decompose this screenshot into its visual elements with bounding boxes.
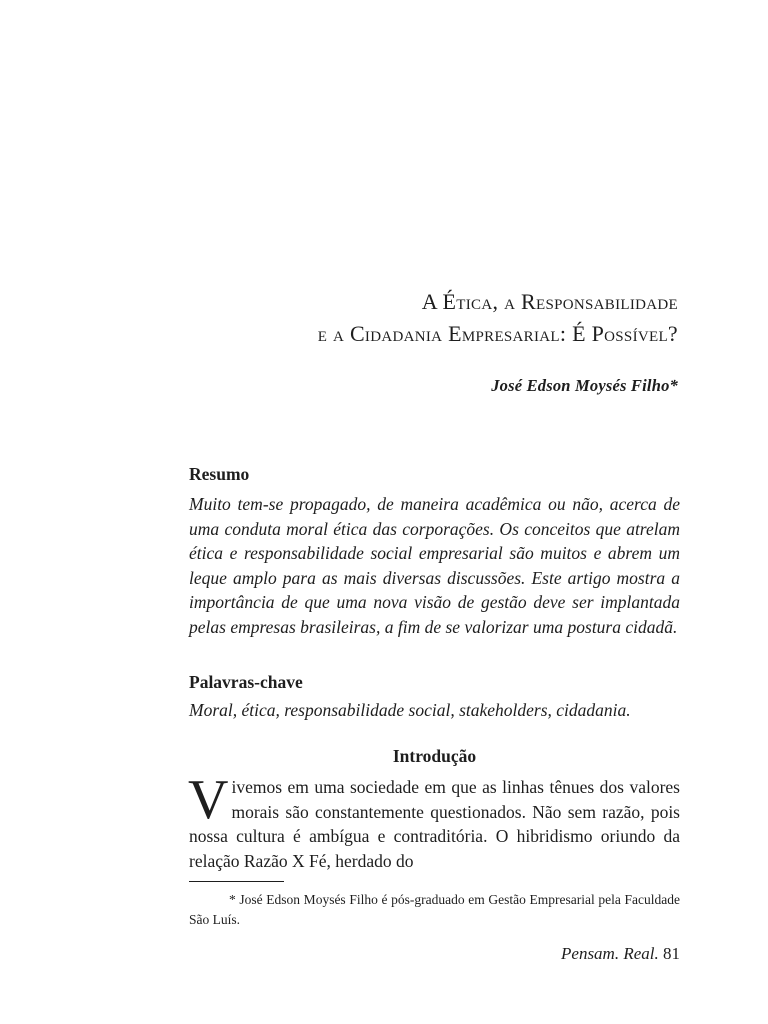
- article-title: [118, 286, 678, 350]
- keywords-heading: Palavras-chave: [189, 672, 303, 692]
- author-footnote: [189, 890, 680, 930]
- abstract-heading: Resumo: [189, 464, 250, 484]
- footnote-text: * José Edson Moysés Filho é pós-graduado em Gestão Empresarial pela Faculdade São Luís.: [189, 892, 680, 927]
- title-line-2: e a Cidadania Empresarial: É Possível?: [317, 321, 678, 346]
- author-name: José Edson Moysés Filho*: [491, 376, 678, 395]
- drop-cap: V: [188, 769, 229, 831]
- abstract-text: Muito tem-se propagado, de maneira acadêmica ou não, acerca de uma conduta moral ética das corporações. Os conceitos que atrelam ética e responsabilidade social empresarial são muitos e abrem um leque amplo para as mais diversas discussões. Este artigo mostra a importância de que uma nova visão de gestão deve ser implantada pelas empresas brasileiras, a fim de se valorizar uma postura cidadã.: [189, 494, 680, 637]
- page-folio: [561, 944, 680, 964]
- introduction-heading: Introdução: [392, 746, 477, 766]
- title-line-1: A Ética, a Responsabilidade: [421, 289, 678, 314]
- keywords-text: Moral, ética, responsabilidade social, stakeholders, cidadania.: [189, 700, 631, 720]
- introduction-text: ivemos em uma sociedade em que as linhas tênues dos valores morais são constantemente questionados. Não sem razão, pois nossa cultura é ambígua e contraditória. O hibridismo oriundo da relação Razão X Fé, herdado do: [189, 777, 680, 871]
- journal-abbreviation: Pensam. Real.: [561, 944, 659, 963]
- page-number: 81: [663, 944, 680, 963]
- introduction-paragraph: [188, 769, 680, 873]
- footnote-divider: [189, 881, 284, 882]
